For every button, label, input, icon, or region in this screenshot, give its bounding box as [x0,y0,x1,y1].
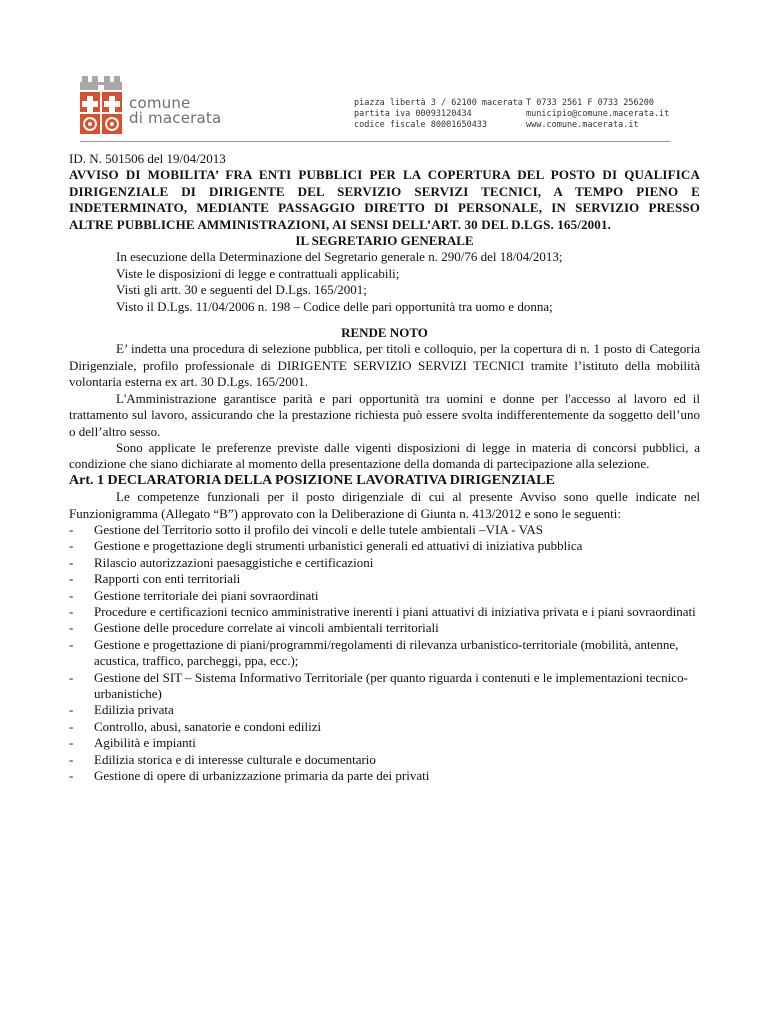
list-item: - Procedure e certificazioni tecnico amministrative inerenti i piani attuativi di iniziativa privata e i piani sovraordinati [69,604,700,620]
list-item: - Gestione e progettazione degli strumenti urbanistici generali ed attuativi di iniziativa pubblica [69,538,700,554]
premise-line: Visti gli artt. 30 e seguenti del D.Lgs. 165/2001; [116,282,367,298]
competences-list [69,522,700,785]
letterhead [0,76,770,146]
tax-code-line: codice fiscale 80001650433 [354,120,488,130]
website-line: www.comune.macerata.it [526,120,639,130]
list-item: - Edilizia storica e di interesse culturale e documentario [69,752,700,768]
premises-list [69,249,700,315]
list-item: - Agibilità e impianti [69,735,700,751]
address-block [354,98,523,131]
brand-line-1: comune [129,94,191,112]
body-paragraph: E’ indetta una procedura di selezione pubblica, per titoli e colloquio, per la copertura di n. 1 posto di Categoria Dirigenziale, profilo professionale di DIRIGENTE SERVIZIO SERVIZI TECNICI tramite l’istituto della mobilità volontaria esterna ex art. 30 D.Lgs. 165/2001. [69,341,700,390]
body-paragraph: L'Amministrazione garantisce parità e pari opportunità tra uomini e donne per l'accesso al lavoro ed il trattamento sul lavoro, assicurando che la prestazione richiesta può essere svolta indifferentemente da soggetto dell’uno o dell’altro sesso. [69,390,700,439]
list-item: - Rilascio autorizzazioni paesaggistiche e certificazioni [69,555,700,571]
document-id: ID. N. 501506 del 19/04/2013 [69,151,226,166]
premise-line: Viste le disposizioni di legge e contrattuali applicabili; [116,265,400,281]
premise-line: In esecuzione della Determinazione del Segretario generale n. 290/76 del 18/04/2013; [116,249,563,265]
coat-of-arms-icon [80,92,122,134]
article-1-title: Art. 1 DECLARATORIA DELLA POSIZIONE LAVORATIVA DIRIGENZIALE [69,472,555,488]
mural-crown-icon [80,76,122,90]
body-paragraph: Sono applicate le preferenze previste dalle vigenti disposizioni di legge in materia di concorsi pubblici, a condizione che siano dichiarate al momento della presentazione della domanda di partecipazione alla selezione. [69,439,700,472]
brand-line-2: di macerata [129,109,222,127]
notice-document [69,151,700,784]
list-item: - Edilizia privata [69,702,700,718]
list-item: - Gestione e progettazione di piani/programmi/regolamenti di rilevanza urbanistico-territoriale (mobilità, antenne, acustica, traffico, parcheggi, ppa, ecc.); [69,637,700,670]
premise-line: Visto il D.Lgs. 11/04/2006 n. 198 – Codice delle pari opportunità tra uomo e donna; [116,298,553,314]
rende-noto-heading: RENDE NOTO [341,325,428,341]
address-line: piazza libertà 3 / 62100 macerata [354,98,523,108]
letterhead-divider [80,141,670,142]
list-item: - Rapporti con enti territoriali [69,571,700,587]
list-item: - Gestione del SIT – Sistema Informativo Territoriale (per quanto riguarda i contenuti e le implementazioni tecnico-urbanistiche) [69,670,700,703]
email-line: municipio@comune.macerata.it [526,109,670,119]
brand-name [129,96,221,126]
list-item: - Gestione di opere di urbanizzazione primaria da parte dei privati [69,768,700,784]
list-item: - Gestione territoriale dei piani sovraordinati [69,588,700,604]
vat-line: partita iva 00093120434 [354,109,472,119]
phone-fax-line: T 0733 2561 F 0733 256200 [526,98,654,108]
comune-di-macerata-logo [80,76,230,138]
article-1-intro: Le competenze funzionali per il posto dirigenziale di cui al presente Avviso sono quelle indicate nel Funzionigramma (Allegato “B”) approvato con la Deliberazione di Giunta n. 413/2012 e sono le seguenti: [69,489,700,521]
list-item: - Gestione delle procedure correlate ai vincoli ambientali territoriali [69,620,700,636]
notice-title: AVVISO DI MOBILITA’ FRA ENTI PUBBLICI PER LA COPERTURA DEL POSTO DI QUALIFICA DIRIGENZIALE DI DIRIGENTE DEL SERVIZIO SERVIZI TECNICI, A TEMPO PIENO E INDETERMINATO, MEDIANTE PASSAGGIO DIRETTO DI PERSONALE, IN SERVIZIO PRESSO ALTRE PUBBLICHE AMMINISTRAZIONI, AI SENSI DELL’ART. 30 DEL D.LGS. 165/2001. [69,167,700,232]
list-item: - Gestione del Territorio sotto il profilo dei vincoli e delle tutele ambientali –VIA - VAS [69,522,700,538]
contact-block [526,98,669,131]
issuer-heading: IL SEGRETARIO GENERALE [295,233,474,249]
list-item: - Controllo, abusi, sanatorie e condoni edilizi [69,719,700,735]
